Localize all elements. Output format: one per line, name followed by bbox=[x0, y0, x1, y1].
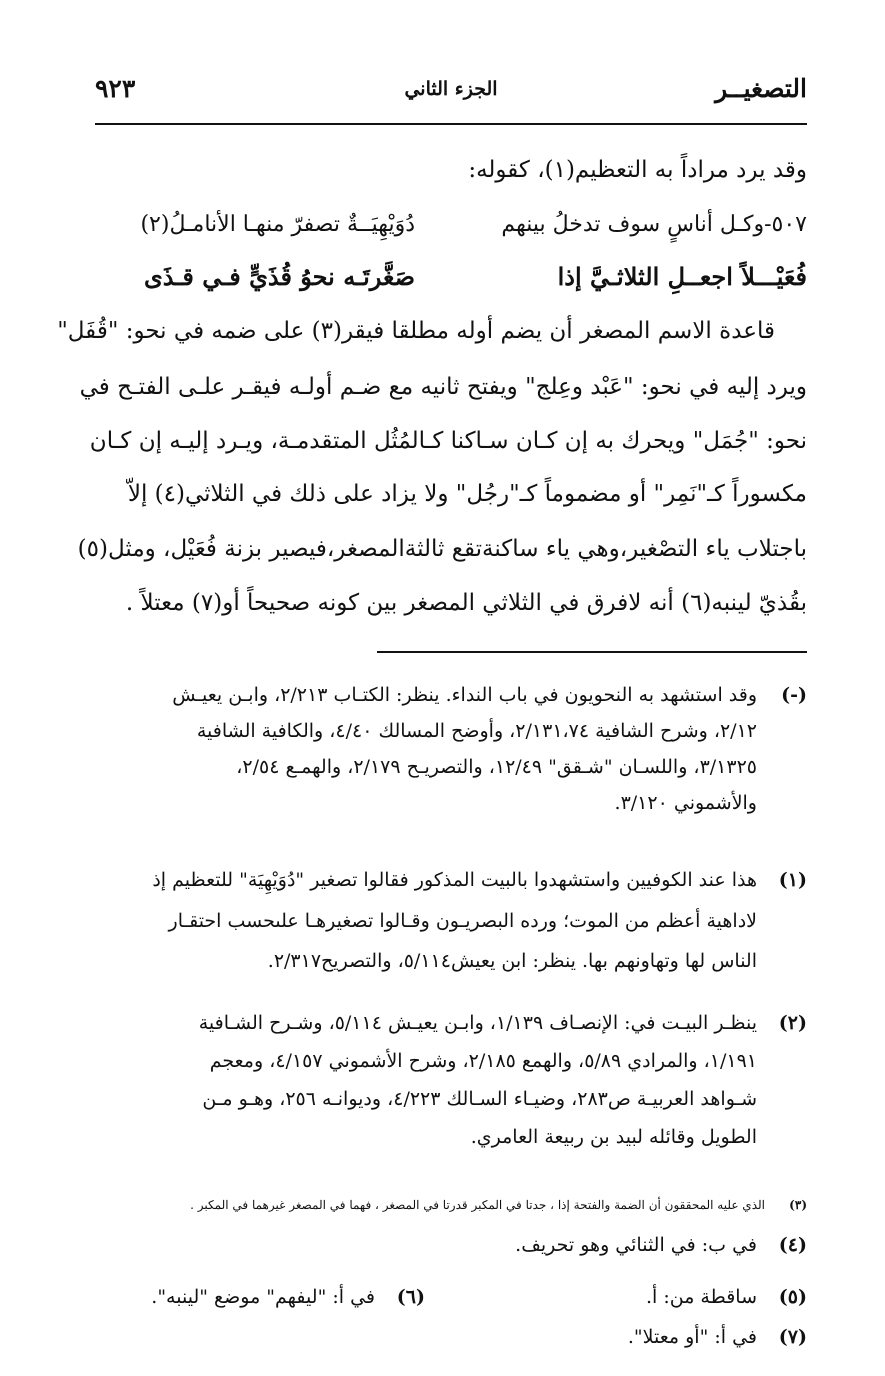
footnote bbox=[87, 869, 807, 989]
paragraph-line: بقُذيّ لينبه(٦) أنه لافرق في الثلاثي المصغر بين كونه صحيحاً أو(٧) معتلاً . bbox=[125, 590, 807, 616]
paragraph-line: قاعدة الاسم المصغر أن يضم أوله مطلقا فيقر(٣) على ضمه في نحو: "قُفَل" bbox=[57, 318, 775, 344]
footnote-line: هذا عند الكوفيين واستشهدوا بالبيت المذكور فقالوا تصغير "دُوَيْهِيَة" للتعظيم إذ bbox=[152, 869, 757, 891]
footnote-marker: (٣) bbox=[789, 1198, 807, 1212]
paragraph-line: باجتلاب ياء التصْغير،وهي ياء ساكنةتقع ثالثةالمصغر،فيصير بزنة فُعَيْل، ومثل(٥) bbox=[77, 536, 807, 562]
page-number: ٩٢٣ bbox=[95, 74, 136, 103]
footnote-line: في ب: في الثنائي وهو تحريف. bbox=[515, 1234, 757, 1256]
footnote-line: الطويل وقائله لبيد بن ربيعة العامري. bbox=[470, 1126, 757, 1148]
footnote bbox=[87, 1198, 807, 1218]
running-header bbox=[95, 74, 807, 114]
footnote-line: ١/١٩١، والمرادي ٥/٨٩، والهمع ٢/١٨٥، وشرح الأشموني ٤/١٥٧، ومعجم bbox=[209, 1050, 757, 1072]
footnote-line: في أ: "ليفهم" موضع "لينبه". bbox=[151, 1286, 375, 1308]
footnote-line: وقد استشهد به النحويون في باب النداء. ينظر: الكتـاب ٢/٢١٣، وابـن يعيـش bbox=[172, 684, 757, 706]
paragraph-line: مكسوراً كـ"نَمِر" أو مضموماً كـ"رجُل" ولا يزاد على ذلك في الثلاثي(٤) إلاّ bbox=[127, 481, 807, 507]
footnote-line: شـواهد العربيـة ص٢٨٣، وضيـاء السـالك ٤/٢٢٣، وديوانـه ٢٥٦، وهـو مـن bbox=[202, 1088, 757, 1110]
footnote-marker: (-) bbox=[781, 684, 807, 706]
footnote bbox=[87, 1234, 807, 1264]
footnote-line: ساقطة من: أ. bbox=[645, 1286, 757, 1308]
footnote-marker: (٧) bbox=[778, 1326, 807, 1348]
rule-verse-second-hemistich: صَغَّرتَـه نحوُ قُذَيٍّ فـي قـذَى bbox=[143, 262, 415, 291]
footnote-line: والأشموني ٣/١٢٠. bbox=[614, 792, 757, 814]
footnote bbox=[87, 1012, 807, 1182]
verse-507-second-hemistich: دُوَيْهِيَــةٌ تصفرّ منهـا الأنامـلُ(٢) bbox=[140, 212, 415, 237]
footnote-marker: (١) bbox=[778, 869, 807, 891]
volume-label: الجزء الثاني bbox=[404, 78, 498, 100]
footnote-marker: (٥) bbox=[778, 1286, 807, 1308]
chapter-title: التصغيــر bbox=[715, 74, 807, 103]
header-rule bbox=[95, 123, 807, 125]
footnote-line: ٣/١٣٢٥، واللسـان "شـقق" ١٢/٤٩، والتصريـح ٢/١٧٩، والهمـع ٢/٥٤، bbox=[236, 756, 757, 778]
footnote-line: الذي عليه المحققون أن الضمة والفتحة إذا ، جدتا في المكبر قدرتا في المصغر ، فهما في المصغر غيرهما في المكبر . bbox=[190, 1198, 765, 1212]
paragraph-line: ويرد إليه في نحو: "عَبْد وعِلج" ويفتح ثانيه مع ضـم أولـه فيقـر علـى الفتـح في bbox=[79, 374, 807, 400]
verse-507-first-hemistich: ٥٠٧-وكـل أناسٍ سوف تدخلُ بينهم bbox=[501, 212, 807, 237]
footnote-marker: (٦) bbox=[396, 1286, 425, 1308]
footnote-marker: (٢) bbox=[778, 1012, 807, 1034]
intro-line: وقد يرد مراداً به التعظيم(١)، كقوله: bbox=[468, 157, 807, 183]
footnote-line: في أ: "أو معتلا". bbox=[627, 1326, 757, 1348]
rule-verse-first-hemistich: فُعَيْـــلاً اجعــلِ الثلاثـيَّ إذا bbox=[557, 262, 807, 291]
footnote-separator bbox=[377, 651, 807, 653]
footnote bbox=[87, 684, 807, 844]
footnote-marker: (٤) bbox=[778, 1234, 807, 1256]
footnote bbox=[125, 1286, 425, 1316]
footnote-line: ٢/١٢، وشرح الشافية ٢/١٣١،٧٤، وأوضح المسالك ٤/٤٠، والكافية الشافية bbox=[196, 720, 757, 742]
paragraph-line: نحو: "جُمَل" ويحرك به إن كـان سـاكنا كـالمُثُل المتقدمـة، ويـرد إليـه إن كـان bbox=[89, 428, 807, 454]
footnote-line: ينظـر البيـت في: الإنصـاف ١/١٣٩، وابـن يعيـش ٥/١١٤، وشـرح الشـافية bbox=[198, 1012, 757, 1034]
footnote-line: لاداهية أعظم من الموت؛ ورده البصريـون وقـالوا تصغيرهـا علىحسب احتقـار bbox=[168, 910, 757, 932]
footnote-line: الناس لها وتهاونهم بها. ينظر: ابن يعيش٥/١١٤، والتصريح٢/٣١٧. bbox=[267, 950, 757, 972]
footnote bbox=[87, 1326, 807, 1356]
